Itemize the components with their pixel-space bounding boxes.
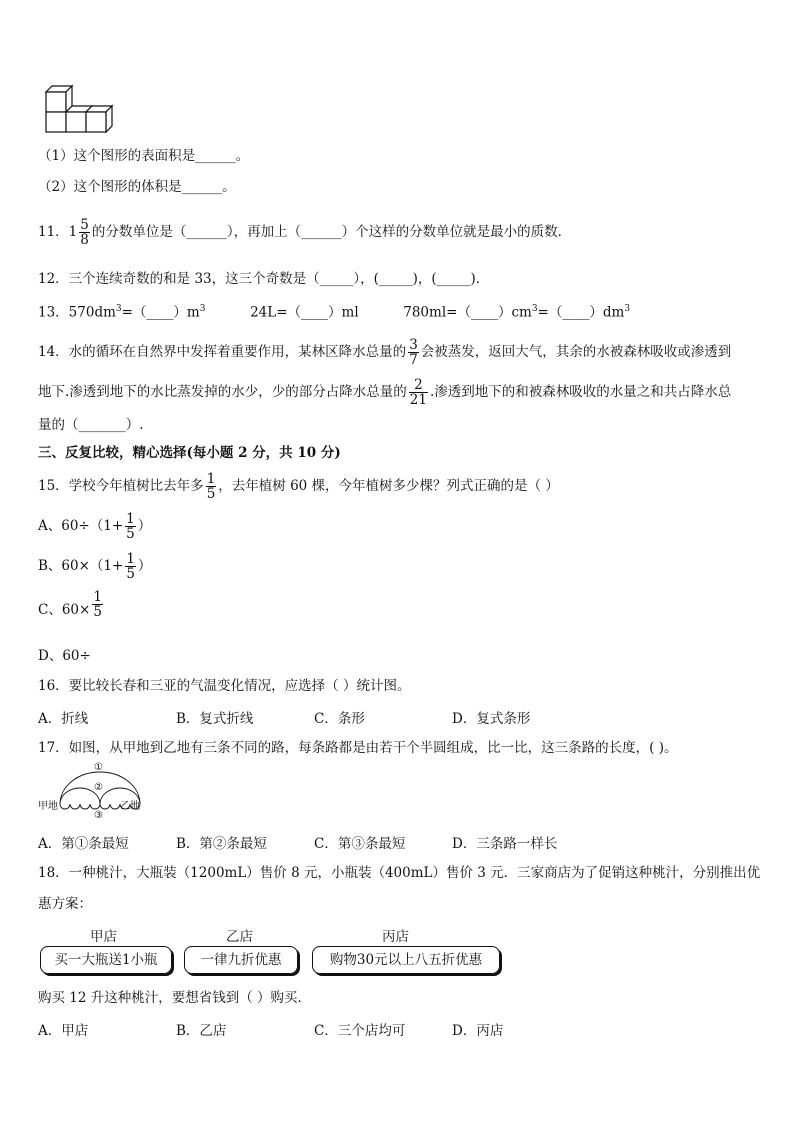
q16: 16．要比较长春和三亚的气温变化情况，应选择（ ）统计图。 [38,678,411,694]
q17-option-d[interactable]: D．三条路一样长 [452,836,558,852]
q17-label-from: 甲地 [38,801,58,812]
q16-option-c[interactable]: C．条形 [314,711,365,727]
q18-option-a[interactable]: A．甲店 [38,1023,89,1039]
q12: 12．三个连续奇数的和是 33，这三个奇数是（_____），(_____)，(_____)． [38,271,490,287]
q18-line3: 购买 12 升这种桃汁，要想省钱到（ ）购买． [38,990,312,1006]
q15-option-d[interactable]: D、60÷ [38,648,91,664]
q11-fraction: $\frac{5}{8}$ [80,217,89,248]
q17-diagram [38,762,148,824]
offer-box-yi: 一律九折优惠 [184,946,298,974]
offer-box-bing: 购物30元以上八五折优惠 [312,946,500,974]
section-3-heading: 三、反复比较，精心选择(每小题 2 分，共 10 分) [38,445,341,461]
q14-line1: 14．水的循环在自然界中发挥着重要作用，某林区降水总量的 $\frac{3}{7}$ 会被蒸发，返回大气，其余的水被森林吸收或渗透到 [38,337,732,368]
q17-option-a[interactable]: A．第①条最短 [38,836,129,852]
semicircle-paths-figure [38,762,148,824]
q14-line3: 量的（_______）. [38,417,144,433]
q15: 15．学校今年植树比去年多 $\frac{1}{5}$ ，去年植树 60 棵，今年植树多少棵？列式正确的是（ ） [38,471,559,502]
shop-name-bing: 丙店 [382,929,409,945]
q18-line2: 惠方案： [38,896,92,912]
q11 [38,218,571,247]
q18-option-b[interactable]: B．乙店 [176,1023,227,1039]
q16-option-d[interactable]: D．复式条形 [452,711,531,727]
q17-label-to: 乙地 [120,801,140,812]
q18-option-c[interactable]: C．三个店均可 [314,1023,406,1039]
q17-route-2-label: ② [94,782,103,793]
cube-figure [38,82,116,134]
q14-fraction-1: $\frac{3}{7}$ [409,337,418,368]
q11-text: 的分数单位是（______），再加上（______）个这样的分数单位就是最小的质数． [91,224,572,240]
q15-option-c[interactable]: C、60× $\frac{1}{5}$ [38,589,102,620]
offer-box-jia: 买一大瓶送1小瓶 [40,946,172,974]
q16-option-b[interactable]: B．复式折线 [176,711,254,727]
shop-name-yi: 乙店 [226,929,253,945]
q17: 17．如图，从甲地到乙地有三条不同的路，每条路都是由若干个半圆组成，比一比，这三条路的长度，( )。 [38,740,678,756]
q17-route-1-label: ① [94,762,103,773]
q16-option-a[interactable]: A．折线 [38,711,89,727]
q15-fraction: $\frac{1}{5}$ [206,471,216,502]
q18-line1: 18．一种桃汁，大瓶装（1200mL）售价 8 元，小瓶装（400mL）售价 3 元．三家商店为了促销这种桃汁，分别推出优 [38,865,761,881]
q17-option-c[interactable]: C．第③条最短 [314,836,406,852]
shop-name-jia: 甲店 [90,929,117,945]
q17-route-3-label: ③ [94,810,103,821]
q14-fraction-2: $\frac{2}{21}$ [409,377,427,408]
q17-option-b[interactable]: B．第②条最短 [176,836,267,852]
q18-option-d[interactable]: D．丙店 [452,1023,504,1039]
q10-sub1: （1）这个图形的表面积是______。 [38,148,250,164]
q13: 13．$570dm^3=(\_\_\_\_)m^3$ 24L=（____）ml $780ml=(\_\_\_\_)cm^3=(\_\_\_\_)dm^3$ [38,304,631,321]
q15-option-b[interactable]: B、60×（1+ $\frac{1}{5}$ ） [38,551,152,582]
q15-option-a[interactable]: A、60÷（1+ $\frac{1}{5}$ ） [38,511,152,542]
q10-sub2: （2）这个图形的体积是______。 [38,179,236,195]
q11-number: 11．1 [38,224,78,240]
q14-line2: 地下.渗透到地下的水比蒸发掉的水少，少的部分占降水总量的 $\frac{2}{21}$ .渗透到地下的和被森林吸收的水量之和共占降水总 [38,377,732,408]
